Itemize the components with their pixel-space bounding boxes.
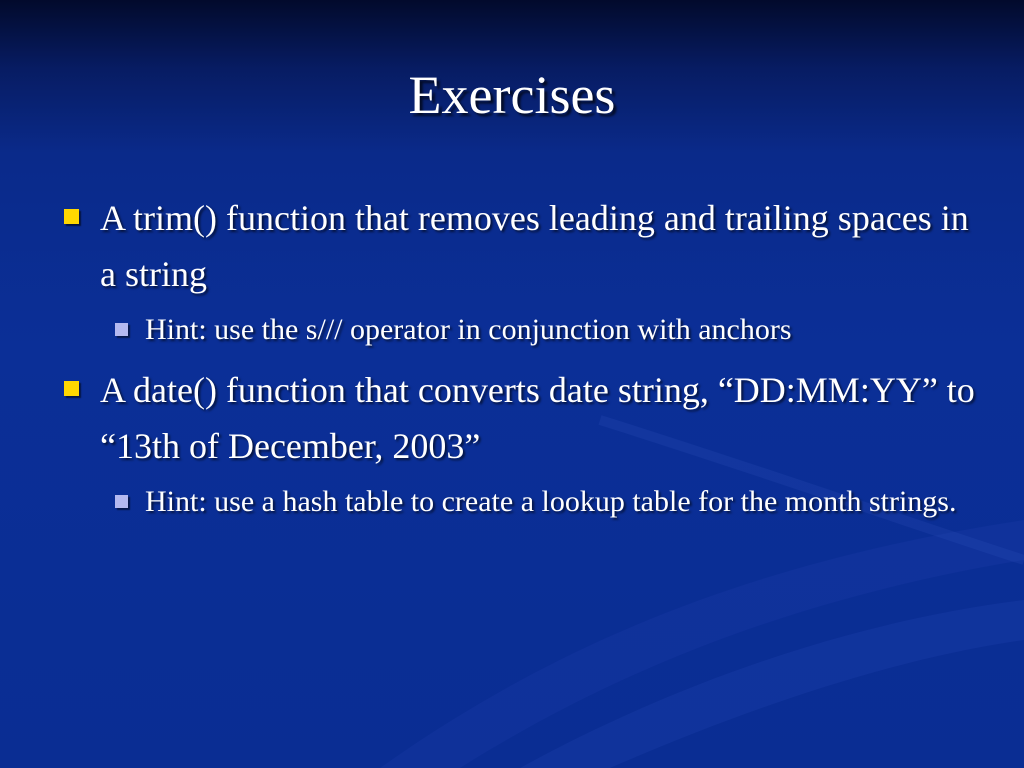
bullet-list [60,190,980,534]
square-bullet-icon [64,381,79,396]
square-bullet-icon [64,209,79,224]
square-bullet-icon [115,323,128,336]
bullet-item-date [60,362,980,474]
bullet-text: A trim() function that removes leading and trailing spaces in a string [100,198,969,294]
sub-bullet-item-date-hint [145,478,980,526]
square-bullet-icon [115,495,128,508]
bullet-item-trim [60,190,980,302]
bullet-text: A date() function that converts date string, “DD:MM:YY” to “13th of December, 2003” [100,370,975,466]
sub-bullet-text: Hint: use a hash table to create a lookup table for the month strings. [145,485,957,518]
sub-bullet-text: Hint: use the s/// operator in conjunction with anchors [145,313,792,346]
slide-title: Exercises [408,65,616,125]
sub-bullet-item-trim-hint [145,306,980,354]
